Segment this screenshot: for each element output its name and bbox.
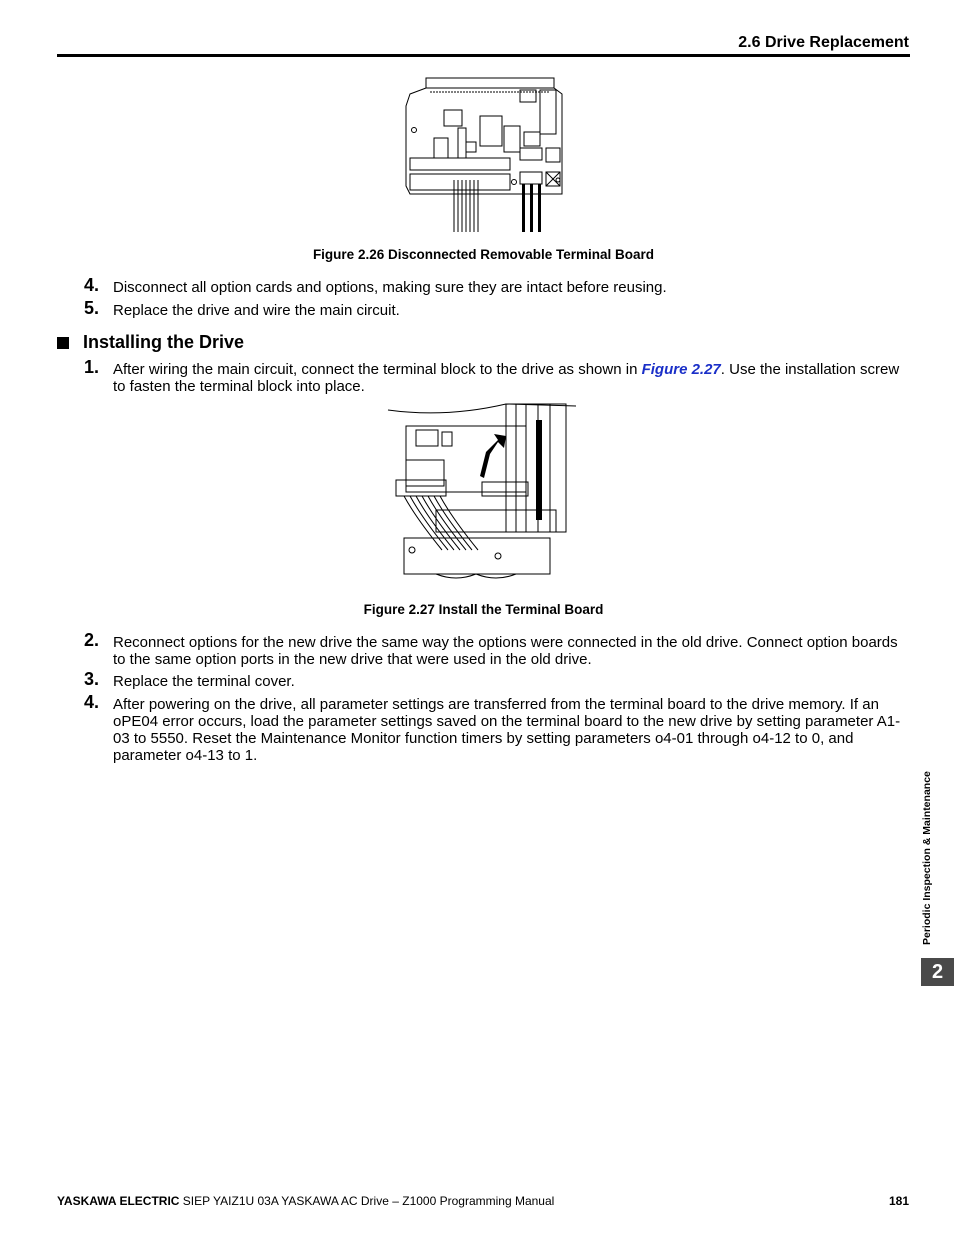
step-item [57, 692, 910, 766]
figure-2-27-link[interactable]: Figure 2.27 [641, 361, 721, 378]
footer-brand: YASKAWA ELECTRIC [57, 1194, 180, 1208]
step-item [57, 298, 910, 320]
step-text: Reconnect options for the new drive the same way the options were connected in the old drive. Connect option boards to the same option ports in the new drive that were used in the old drive. [113, 634, 898, 668]
step-text [113, 361, 910, 395]
step-text-before: After wiring the main circuit, connect the terminal block to the drive as shown in [113, 361, 642, 378]
page-header-title: 2.6 Drive Replacement [738, 34, 909, 51]
figure-2-26-caption: Figure 2.26 Disconnected Removable Terminal Board [312, 247, 655, 262]
step-number: 2. [84, 630, 100, 650]
step-text: After powering on the drive, all parameter settings are transferred from the terminal board to the drive memory. If an oPE04 error occurs, load the parameter settings saved on the terminal board to the new drive by setting parameter A1-03 to 5550. Reset the Maintenance Monitor function timers by setting parameters o4-01 through o4-12 to 0, and parameter o4-13 to 1. [113, 696, 901, 764]
section-square-icon [57, 337, 69, 349]
step-text: Replace the terminal cover. [113, 673, 295, 690]
step-item [57, 275, 910, 297]
chapter-tab: 2 [921, 958, 954, 986]
step-item [57, 669, 910, 691]
step-number: 3. [84, 669, 100, 689]
step-number: 5. [84, 298, 100, 318]
figure-2-27-illustration [386, 400, 582, 582]
step-number: 1. [84, 357, 100, 377]
side-tab-label: Periodic Inspection & Maintenance [921, 771, 933, 945]
step-number: 4. [84, 275, 100, 295]
step-text: Disconnect all option cards and options, making sure they are intact before reusing. [113, 279, 667, 296]
header-rule [57, 54, 910, 57]
figure-2-26-illustration [400, 76, 570, 234]
step-text: Replace the drive and wire the main circuit. [113, 302, 400, 319]
step-text-after: . Use the installation screw to fasten the terminal block into place. [113, 361, 900, 395]
step-item [57, 630, 910, 670]
figure-2-27-caption: Figure 2.27 Install the Terminal Board [363, 602, 604, 617]
section-heading [57, 332, 244, 353]
section-heading-text: Installing the Drive [83, 332, 245, 352]
page-number: 181 [888, 1194, 909, 1208]
step-number: 4. [84, 692, 100, 712]
step-item [57, 357, 910, 397]
footer-doc-title: SIEP YAIZ1U 03A YASKAWA AC Drive – Z1000 Programming Manual [179, 1194, 555, 1208]
footer-doc-info [57, 1194, 554, 1208]
